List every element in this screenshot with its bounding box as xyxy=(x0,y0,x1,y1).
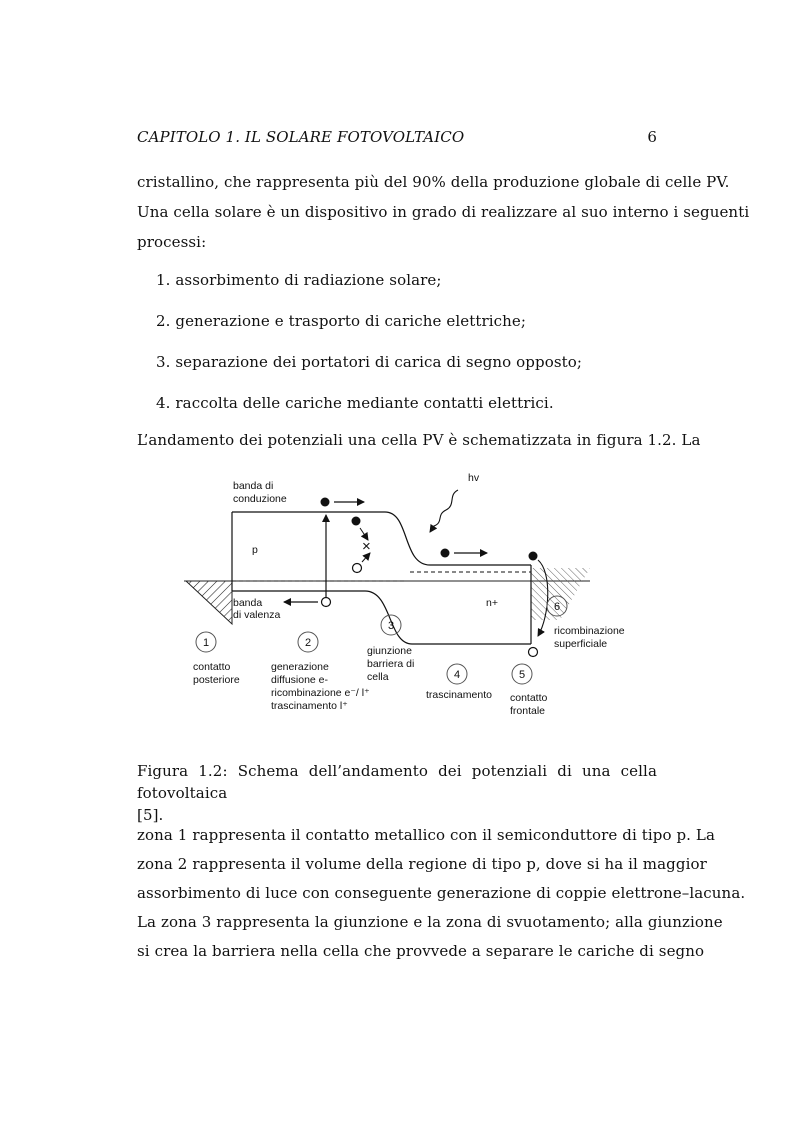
conduction-band-edge xyxy=(232,512,531,565)
label-conduction-band: banda di xyxy=(233,480,274,492)
label-zone3: giunzione xyxy=(367,645,412,657)
hole xyxy=(322,598,331,607)
figure-caption xyxy=(137,760,657,826)
list-item: 2. generazione e trasporto di cariche elettriche; xyxy=(156,312,527,330)
label-zone1: contatto xyxy=(193,661,231,673)
chapter-title: CAPITOLO 1. IL SOLARE FOTOVOLTAICO xyxy=(137,128,465,146)
label-conduction-band: conduzione xyxy=(233,493,287,505)
hole xyxy=(353,564,362,573)
label-zone5: frontale xyxy=(510,705,546,717)
label-zone1: posteriore xyxy=(193,674,240,686)
label-zone2: trascinamento l⁺ xyxy=(271,700,348,712)
paragraph-line: La zona 3 rappresenta la giunzione e la zona di svuotamento; alla giunzione xyxy=(137,913,723,931)
running-header xyxy=(137,128,657,148)
front-contact-hatch xyxy=(531,568,590,620)
label-n-region: n+ xyxy=(486,597,498,609)
hole xyxy=(529,648,538,657)
label-zone3: cella xyxy=(367,671,389,683)
paragraph-line: processi: xyxy=(137,233,207,251)
zone-number: 6 xyxy=(553,601,561,613)
page-number: 6 xyxy=(647,128,657,146)
label-p-region: p xyxy=(252,544,258,556)
label-zone2: ricombinazione e⁻/ l⁺ xyxy=(271,687,370,699)
label-zone4: trascinamento xyxy=(426,689,492,701)
band-diagram-figure xyxy=(176,462,625,732)
caption-line: Figura 1.2: Schema dell’andamento dei potenziali di una cella fotovoltaica xyxy=(137,762,657,802)
paragraph-line: zona 1 rappresenta il contatto metallico con il semiconduttore di tipo p. La xyxy=(137,826,716,844)
label-valence-band: di valenza xyxy=(233,609,281,621)
photon-wave xyxy=(430,490,458,532)
paragraph-line: zona 2 rappresenta il volume della regione di tipo p, dove si ha il maggior xyxy=(137,855,707,873)
zone-number: 5 xyxy=(518,669,526,681)
recombination-cross: × xyxy=(362,538,371,555)
electron xyxy=(529,552,538,561)
electron xyxy=(352,517,361,526)
list-item: 1. assorbimento di radiazione solare; xyxy=(156,271,442,289)
label-zone2: generazione xyxy=(271,661,329,673)
zone-number: 1 xyxy=(202,637,210,649)
electron xyxy=(441,549,450,558)
label-photon: hv xyxy=(468,472,480,484)
zone-number: 4 xyxy=(453,669,461,681)
list-item: 3. separazione dei portatori di carica di segno opposto; xyxy=(156,353,583,371)
back-contact-hatch xyxy=(186,581,232,624)
electron xyxy=(321,498,330,507)
list-item: 4. raccolta delle cariche mediante contatti elettrici. xyxy=(156,394,554,412)
paragraph-line: assorbimento di luce con conseguente generazione di coppie elettrone–lacuna. xyxy=(137,884,746,902)
label-zone2: diffusione e- xyxy=(271,674,329,686)
zone-number: 3 xyxy=(387,620,395,632)
label-zone6: ricombinazione xyxy=(554,625,625,637)
zone-number: 2 xyxy=(304,637,312,649)
paragraph-line: si crea la barriera nella cella che provvede a separare le cariche di segno xyxy=(137,942,705,960)
paragraph-line: L’andamento dei potenziali una cella PV è schematizzata in figura 1.2. La xyxy=(137,431,701,449)
caption-line: [5]. xyxy=(137,806,164,824)
label-zone5: contatto xyxy=(510,692,548,704)
paragraph-line: Una cella solare è un dispositivo in grado di realizzare al suo interno i seguenti xyxy=(137,203,750,221)
label-zone6: superficiale xyxy=(554,638,608,650)
label-valence-band: banda xyxy=(233,597,263,609)
label-zone3: barriera di xyxy=(367,658,415,670)
paragraph-line: cristallino, che rappresenta più del 90% della produzione globale di celle PV. xyxy=(137,173,730,191)
